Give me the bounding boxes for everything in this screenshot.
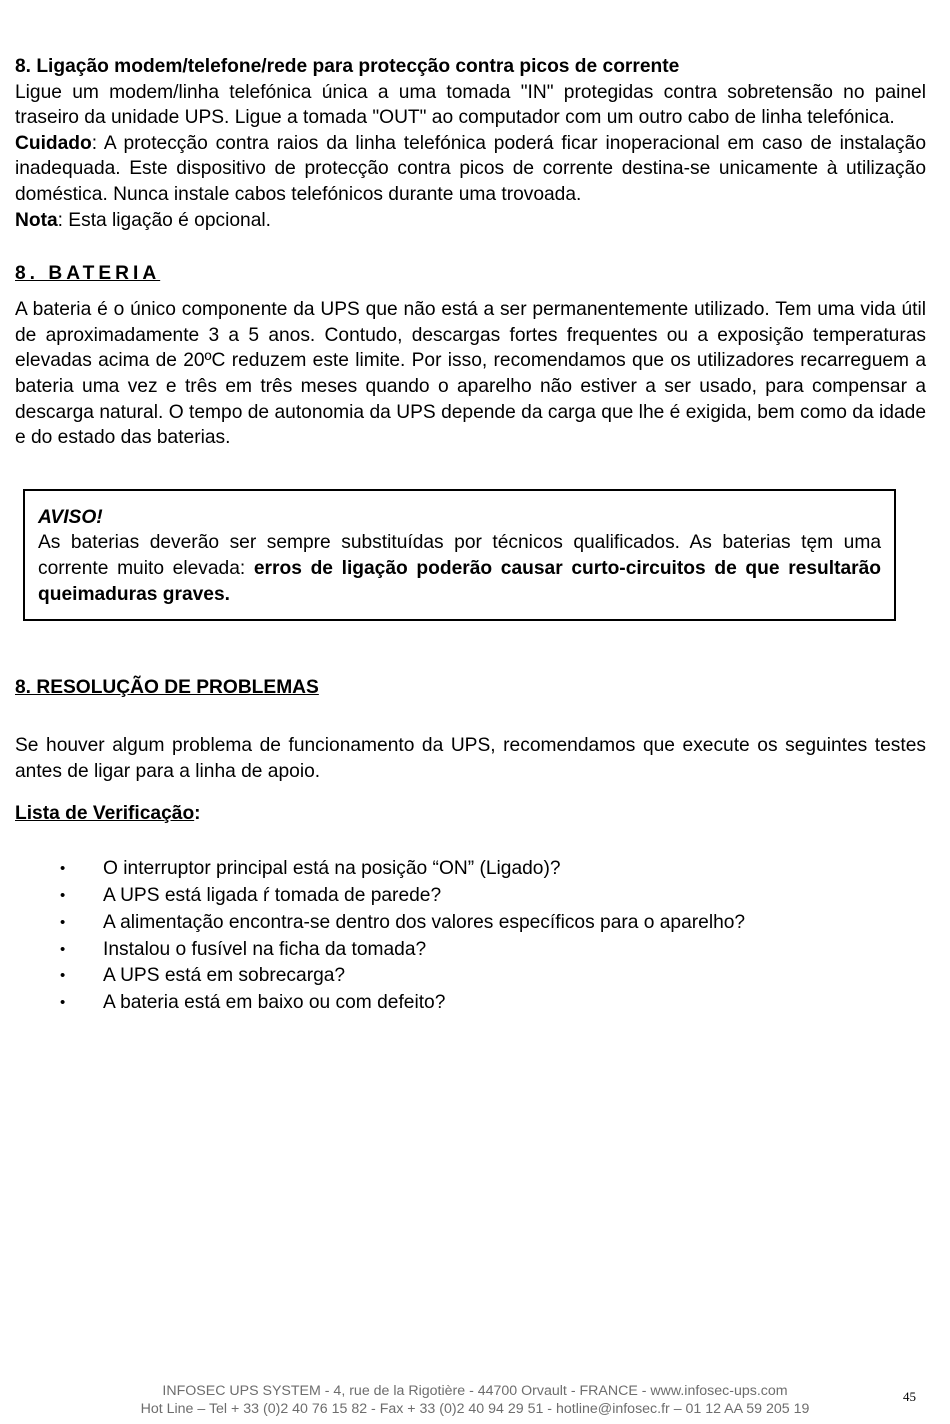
warning-title: AVISO! xyxy=(38,506,103,528)
note-text: : Esta ligação é opcional. xyxy=(57,209,271,231)
section-heading-bateria: 8. BATERIA xyxy=(15,263,161,285)
note-label: Nota xyxy=(15,209,58,231)
checklist-title xyxy=(15,801,926,827)
bateria-paragraph: A bateria é o único componente da UPS que não está a ser permanentemente utilizado. Tem uma vida útil de aproximadamente 3 a 5 anos. Contudo, descargas fortes frequentes ou a exposição temperaturas elevadas acima de 20ºC reduzem este limite. Por isso, recomendamos que os utilizadores recarreguem a bateria uma vez e três em três meses quando o aparelho não estiver a ser usado, para compensar a descarga natural. O tempo de autonomia da UPS depende da carga que lhe é exigida, bem como da idade e do estado das baterias. xyxy=(15,299,926,449)
list-item xyxy=(15,937,926,964)
list-item-text: A UPS está ligada ŕ tomada de parede? xyxy=(103,885,442,907)
bullet-icon: • xyxy=(60,994,66,1012)
warning-box xyxy=(23,489,896,621)
list-item xyxy=(15,963,926,990)
checklist xyxy=(15,856,926,1017)
list-item-text: O interruptor principal está na posição “ON” (Ligado)? xyxy=(103,858,561,880)
list-item xyxy=(15,883,926,910)
caution-text: : A protecção contra raios da linha telefónica poderá ficar inoperacional em caso de instalação inadequada. Este dispositivo de protecção contra picos de corrente destina-se unicamente à utilização doméstica. Nunca instale cabos telefónicos durante uma trovoada. xyxy=(15,132,926,205)
list-item-text: A alimentação encontra-se dentro dos valores específicos para o aparelho? xyxy=(103,911,746,933)
list-item-text: A UPS está em sobrecarga? xyxy=(103,965,346,987)
list-item xyxy=(15,910,926,937)
caution-paragraph xyxy=(15,131,926,208)
section-heading-resolucao: 8. RESOLUÇÃO DE PROBLEMAS xyxy=(15,677,319,699)
footer-address: INFOSEC UPS SYSTEM - 4, rue de la Rigotière - 44700 Orvault - FRANCE - www.infosec-ups.com xyxy=(162,1383,788,1399)
modem-paragraph: Ligue um modem/linha telefónica única a uma tomada "IN" protegidas contra sobretensão no painel traseiro da unidade UPS. Ligue a tomada "OUT" ao computador com um outro cabo de linha telefónica. xyxy=(15,81,926,129)
bullet-icon: • xyxy=(60,940,66,958)
checklist-title-text: Lista de Verificação xyxy=(15,803,195,825)
note-paragraph xyxy=(15,208,926,234)
footer-contact: Hot Line – Tel + 33 (0)2 40 76 15 82 - Fax + 33 (0)2 40 94 29 51 - hotline@infosec.fr – 01 12 AA 59 205 19 xyxy=(140,1400,810,1417)
warning-paragraph xyxy=(38,530,881,607)
bullet-icon: • xyxy=(60,860,66,878)
list-item xyxy=(15,856,926,883)
checklist-title-colon: : xyxy=(194,803,201,825)
list-item-text: A bateria está em baixo ou com defeito? xyxy=(103,992,446,1014)
caution-label: Cuidado xyxy=(15,132,92,154)
document-page xyxy=(15,54,926,1017)
list-item-text: Instalou o fusível na ficha da tomada? xyxy=(103,938,427,960)
bullet-icon: • xyxy=(60,887,66,905)
list-item xyxy=(15,990,926,1017)
warning-text: As baterias deverão ser sempre substituídas por técnicos qualificados. As baterias tęm uma corrente muito elevada: xyxy=(38,532,881,579)
page-footer xyxy=(0,1383,950,1418)
section-title-modem: 8. Ligação modem/telefone/rede para protecção contra picos de corrente xyxy=(15,56,680,77)
page-number: 45 xyxy=(903,1389,916,1404)
bullet-icon: • xyxy=(60,913,66,931)
resolucao-paragraph: Se houver algum problema de funcionamento da UPS, recomendamos que execute os seguintes testes antes de ligar para a linha de apoio. xyxy=(15,735,926,782)
warning-bold-text: erros de ligação poderão causar curto-circuitos de que resultarão queimaduras graves. xyxy=(38,557,881,605)
bullet-icon: • xyxy=(60,967,66,985)
